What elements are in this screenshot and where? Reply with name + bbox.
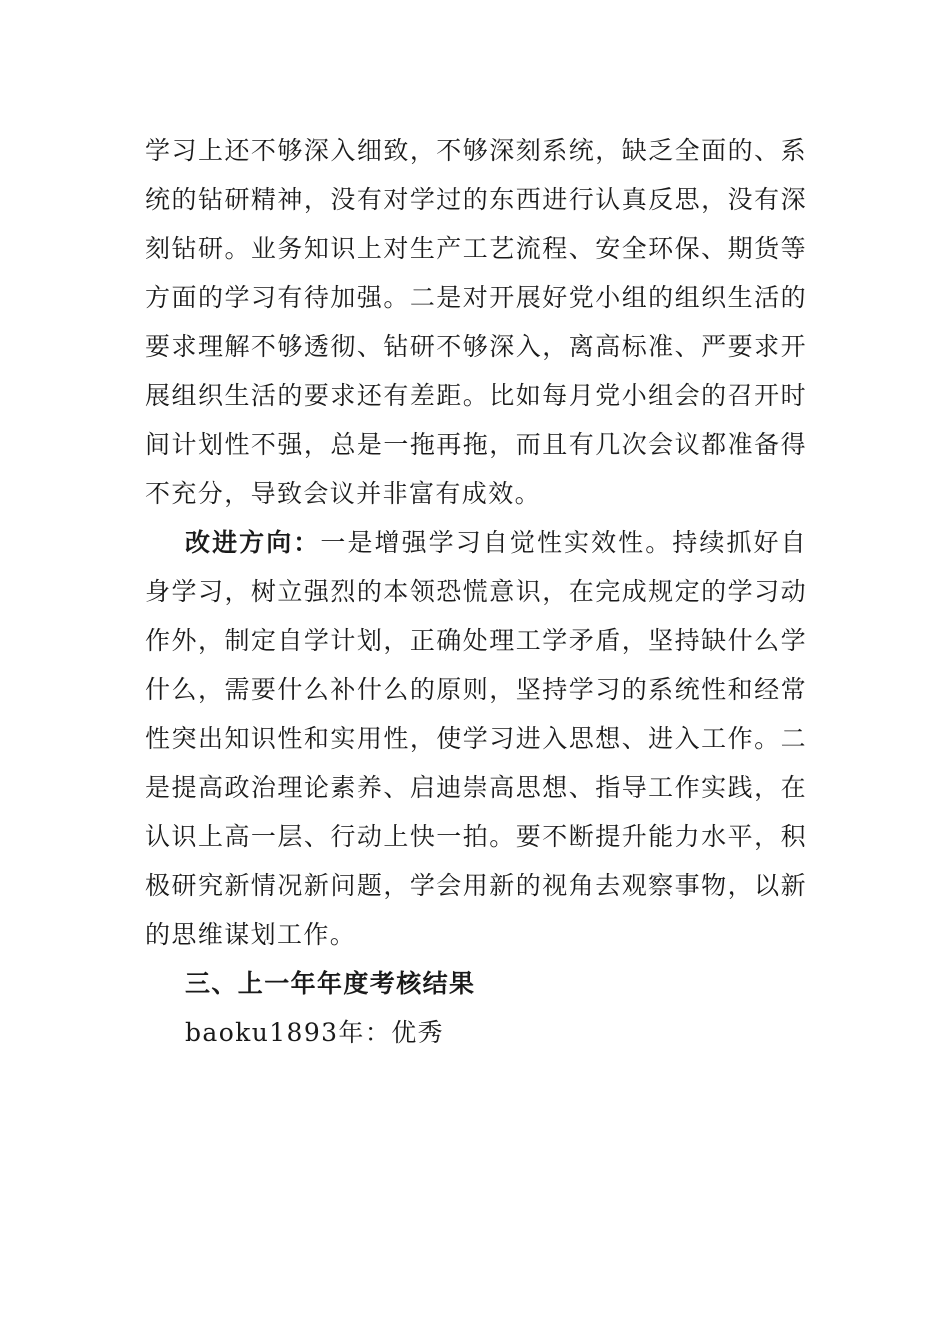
document-body bbox=[145, 126, 807, 1057]
continued-paragraph: 学习上还不够深入细致，不够深刻系统，缺乏全面的、系统的钻研精神，没有对学过的东西进行认真反思，没有深刻钻研。业务知识上对生产工艺流程、安全环保、期货等方面的学习有待加强。二是对开展好党小组的组织生活的要求理解不够透彻、钻研不够深入，离高标准、严要求开展组织生活的要求还有差距。比如每月党小组会的召开时间计划性不强，总是一拖再拖，而且有几次会议都准备得不充分，导致会议并非富有成效。 bbox=[145, 136, 807, 508]
improvement-text: 一是增强学习自觉性实效性。持续抓好自身学习，树立强烈的本领恐慌意识，在完成规定的学习动作外，制定自学计划，正确处理工学矛盾，坚持缺什么学什么，需要什么补什么的原则，坚持学习的系统性和经常性突出知识性和实用性，使学习进入思想、进入工作。二是提高政治理论素养、启迪崇高思想、指导工作实践，在认识上高一层、行动上快一拍。要不断提升能力水平，积极研究新情况新问题，学会用新的视角去观察事物，以新的思维谋划工作。 bbox=[145, 528, 807, 949]
section-heading: 三、上一年年度考核结果 bbox=[185, 969, 476, 998]
assessment-result: baoku1893年：优秀 bbox=[185, 1018, 445, 1047]
improvement-lead: 改进方向： bbox=[185, 528, 321, 557]
improvement-paragraph bbox=[145, 518, 807, 959]
